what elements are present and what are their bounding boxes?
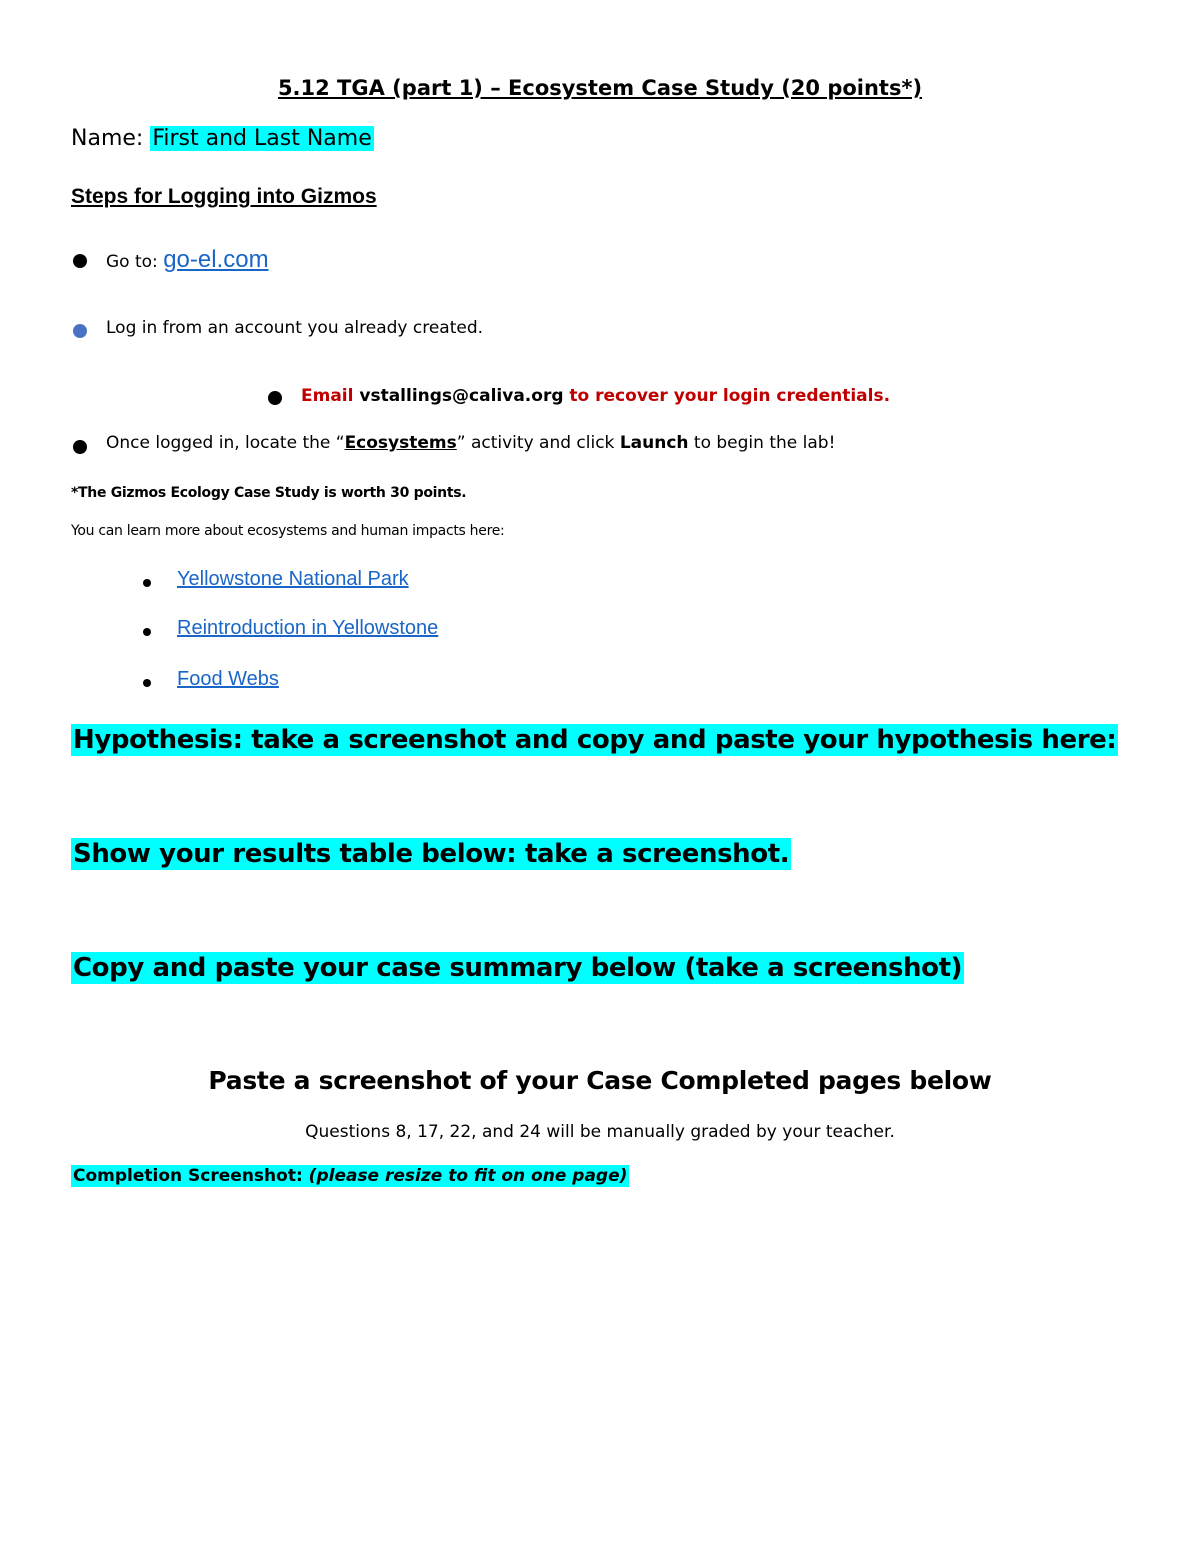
bullet-icon	[268, 391, 282, 405]
bullet-icon	[73, 254, 87, 268]
steps-heading: Steps for Logging into Gizmos	[71, 185, 377, 208]
completion-label: Completion Screenshot:	[73, 1166, 303, 1186]
name-label: Name:	[71, 126, 144, 151]
link-reintroduction[interactable]: Reintroduction in Yellowstone	[177, 617, 439, 639]
completion-screenshot-label	[71, 1165, 629, 1187]
locate-mid: ” activity and click	[456, 433, 615, 453]
summary-heading: Copy and paste your case summary below (take a screenshot)	[73, 953, 963, 983]
name-field[interactable]: First and Last Name	[152, 126, 372, 151]
goto-label: Go to:	[106, 252, 158, 272]
locate-suffix: to begin the lab!	[693, 433, 836, 453]
link-yellowstone-park[interactable]: Yellowstone National Park	[177, 568, 409, 590]
email-suffix: to recover your login credentials.	[569, 386, 891, 406]
hypothesis-heading: Hypothesis: take a screenshot and copy and paste your hypothesis here:	[73, 725, 1117, 755]
step-email	[301, 386, 890, 406]
questions-note: Questions 8, 17, 22, and 24 will be manually graded by your teacher.	[305, 1122, 895, 1142]
link-food-webs[interactable]: Food Webs	[177, 668, 279, 690]
bullet-icon	[73, 324, 87, 338]
step-locate	[106, 433, 835, 453]
locate-prefix: Once logged in, locate the “	[106, 433, 345, 453]
name-row	[71, 126, 374, 151]
email-prefix: Email	[301, 386, 354, 406]
locate-activity: Ecosystems	[344, 433, 457, 453]
goto-link[interactable]: go-el.com	[163, 246, 269, 273]
learn-more-text: You can learn more about ecosystems and human impacts here:	[71, 523, 505, 539]
step-login: Log in from an account you already created.	[106, 318, 484, 338]
bullet-icon	[73, 440, 87, 454]
bullet-icon	[143, 579, 151, 587]
points-note: *The Gizmos Ecology Case Study is worth 30 points.	[71, 485, 467, 501]
case-completed-heading: Paste a screenshot of your Case Completed pages below	[208, 1066, 992, 1095]
locate-launch: Launch	[619, 433, 689, 453]
email-address[interactable]: vstallings@caliva.org	[359, 386, 564, 406]
page-title: 5.12 TGA (part 1) – Ecosystem Case Study (20 points*)	[277, 76, 923, 100]
completion-instruction: (please resize to fit on one page)	[308, 1166, 628, 1186]
bullet-icon	[143, 679, 151, 687]
bullet-icon	[143, 628, 151, 636]
results-heading: Show your results table below: take a screenshot.	[73, 839, 790, 869]
step-goto	[106, 246, 269, 274]
